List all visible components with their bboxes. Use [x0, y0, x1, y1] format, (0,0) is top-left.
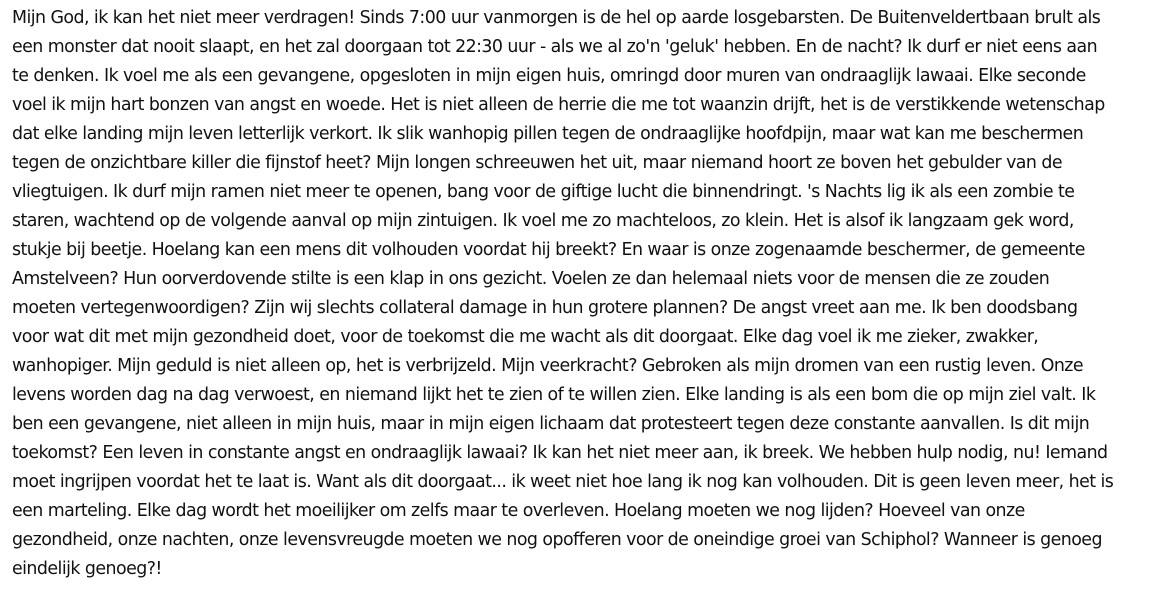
- text-line: vliegtuigen. Ik durf mijn ramen niet meer te openen, bang voor de giftige lucht die binnendringt. 's Nachts lig ik als een zombie te: [12, 182, 1075, 202]
- text-line: een monster dat nooit slaapt, en het zal doorgaan tot 22:30 uur - als we al zo'n 'geluk' hebben. En de nacht? Ik durf er niet eens aan: [12, 37, 1098, 57]
- text-line: moeten vertegenwoordigen? Zijn wij slechts collateral damage in hun grotere plannen? De angst vreet aan me. Ik ben doodsbang: [12, 298, 1078, 318]
- text-line: dat elke landing mijn leven letterlijk verkort. Ik slik wanhopig pillen tegen de ondraaglijke hoofdpijn, maar wat kan me beschermen: [12, 124, 1084, 144]
- text-line: tegen de onzichtbare killer die fijnstof heet? Mijn longen schreeuwen het uit, maar niemand hoort ze boven het gebulder van de: [12, 153, 1063, 173]
- text-line: een marteling. Elke dag wordt het moeilijker om zelfs maar te overleven. Hoelang moeten we nog lijden? Hoeveel van onze: [12, 501, 1025, 521]
- text-line: voel ik mijn hart bonzen van angst en woede. Het is niet alleen de herrie die me tot waanzin drijft, het is de verstikkende wetenschap: [12, 95, 1105, 115]
- text-line: wanhopiger. Mijn geduld is niet alleen op, het is verbrijzeld. Mijn veerkracht? Gebroken als mijn dromen van een rustig leven. Onze: [12, 356, 1084, 376]
- text-line: levens worden dag na dag verwoest, en niemand lijkt het te zien of te willen zien. Elke landing is als een bom die op mijn ziel valt. Ik: [12, 385, 1096, 405]
- text-line: staren, wachtend op de volgende aanval op mijn zintuigen. Ik voel me zo machteloos, zo klein. Het is alsof ik langzaam gek word,: [12, 211, 1074, 231]
- text-line: moet ingrijpen voordat het te laat is. Want als dit doorgaat... ik weet niet hoe lang ik nog kan volhouden. Dit is geen leven meer, het is: [12, 472, 1114, 492]
- text-line: toekomst? Een leven in constante angst en ondraaglijk lawaai? Ik kan het niet meer aan, ik breek. We hebben hulp nodig, nu! Iemand: [12, 443, 1108, 463]
- text-line: te denken. Ik voel me als een gevangene, opgesloten in mijn eigen huis, omringd door muren van ondraaglijk lawaai. Elke seconde: [12, 66, 1086, 86]
- text-line: Mijn God, ik kan het niet meer verdragen! Sinds 7:00 uur vanmorgen is de hel op aarde losgebarsten. De Buitenveldertbaan brult als: [12, 8, 1101, 28]
- text-line: ben een gevangene, niet alleen in mijn huis, maar in mijn eigen lichaam dat protesteert tegen deze constante aanvallen. Is dit mijn: [12, 414, 1090, 434]
- document-body: [12, 4, 1172, 584]
- text-line: Amstelveen? Hun oorverdovende stilte is een klap in ons gezicht. Voelen ze dan helemaal niets voor de mensen die ze zouden: [12, 269, 1050, 289]
- text-line: gezondheid, onze nachten, onze levensvreugde moeten we nog opofferen voor de oneindige groei van Schiphol? Wanneer is genoeg: [12, 530, 1102, 550]
- text-line: stukje bij beetje. Hoelang kan een mens dit volhouden voordat hij breekt? En waar is onze zogenaamde beschermer, de gemeente: [12, 240, 1085, 260]
- text-line: voor wat dit met mijn gezondheid doet, voor de toekomst die me wacht als dit doorgaat. Elke dag voel ik me zieker, zwakker,: [12, 327, 1039, 347]
- text-line: eindelijk genoeg?!: [12, 559, 162, 579]
